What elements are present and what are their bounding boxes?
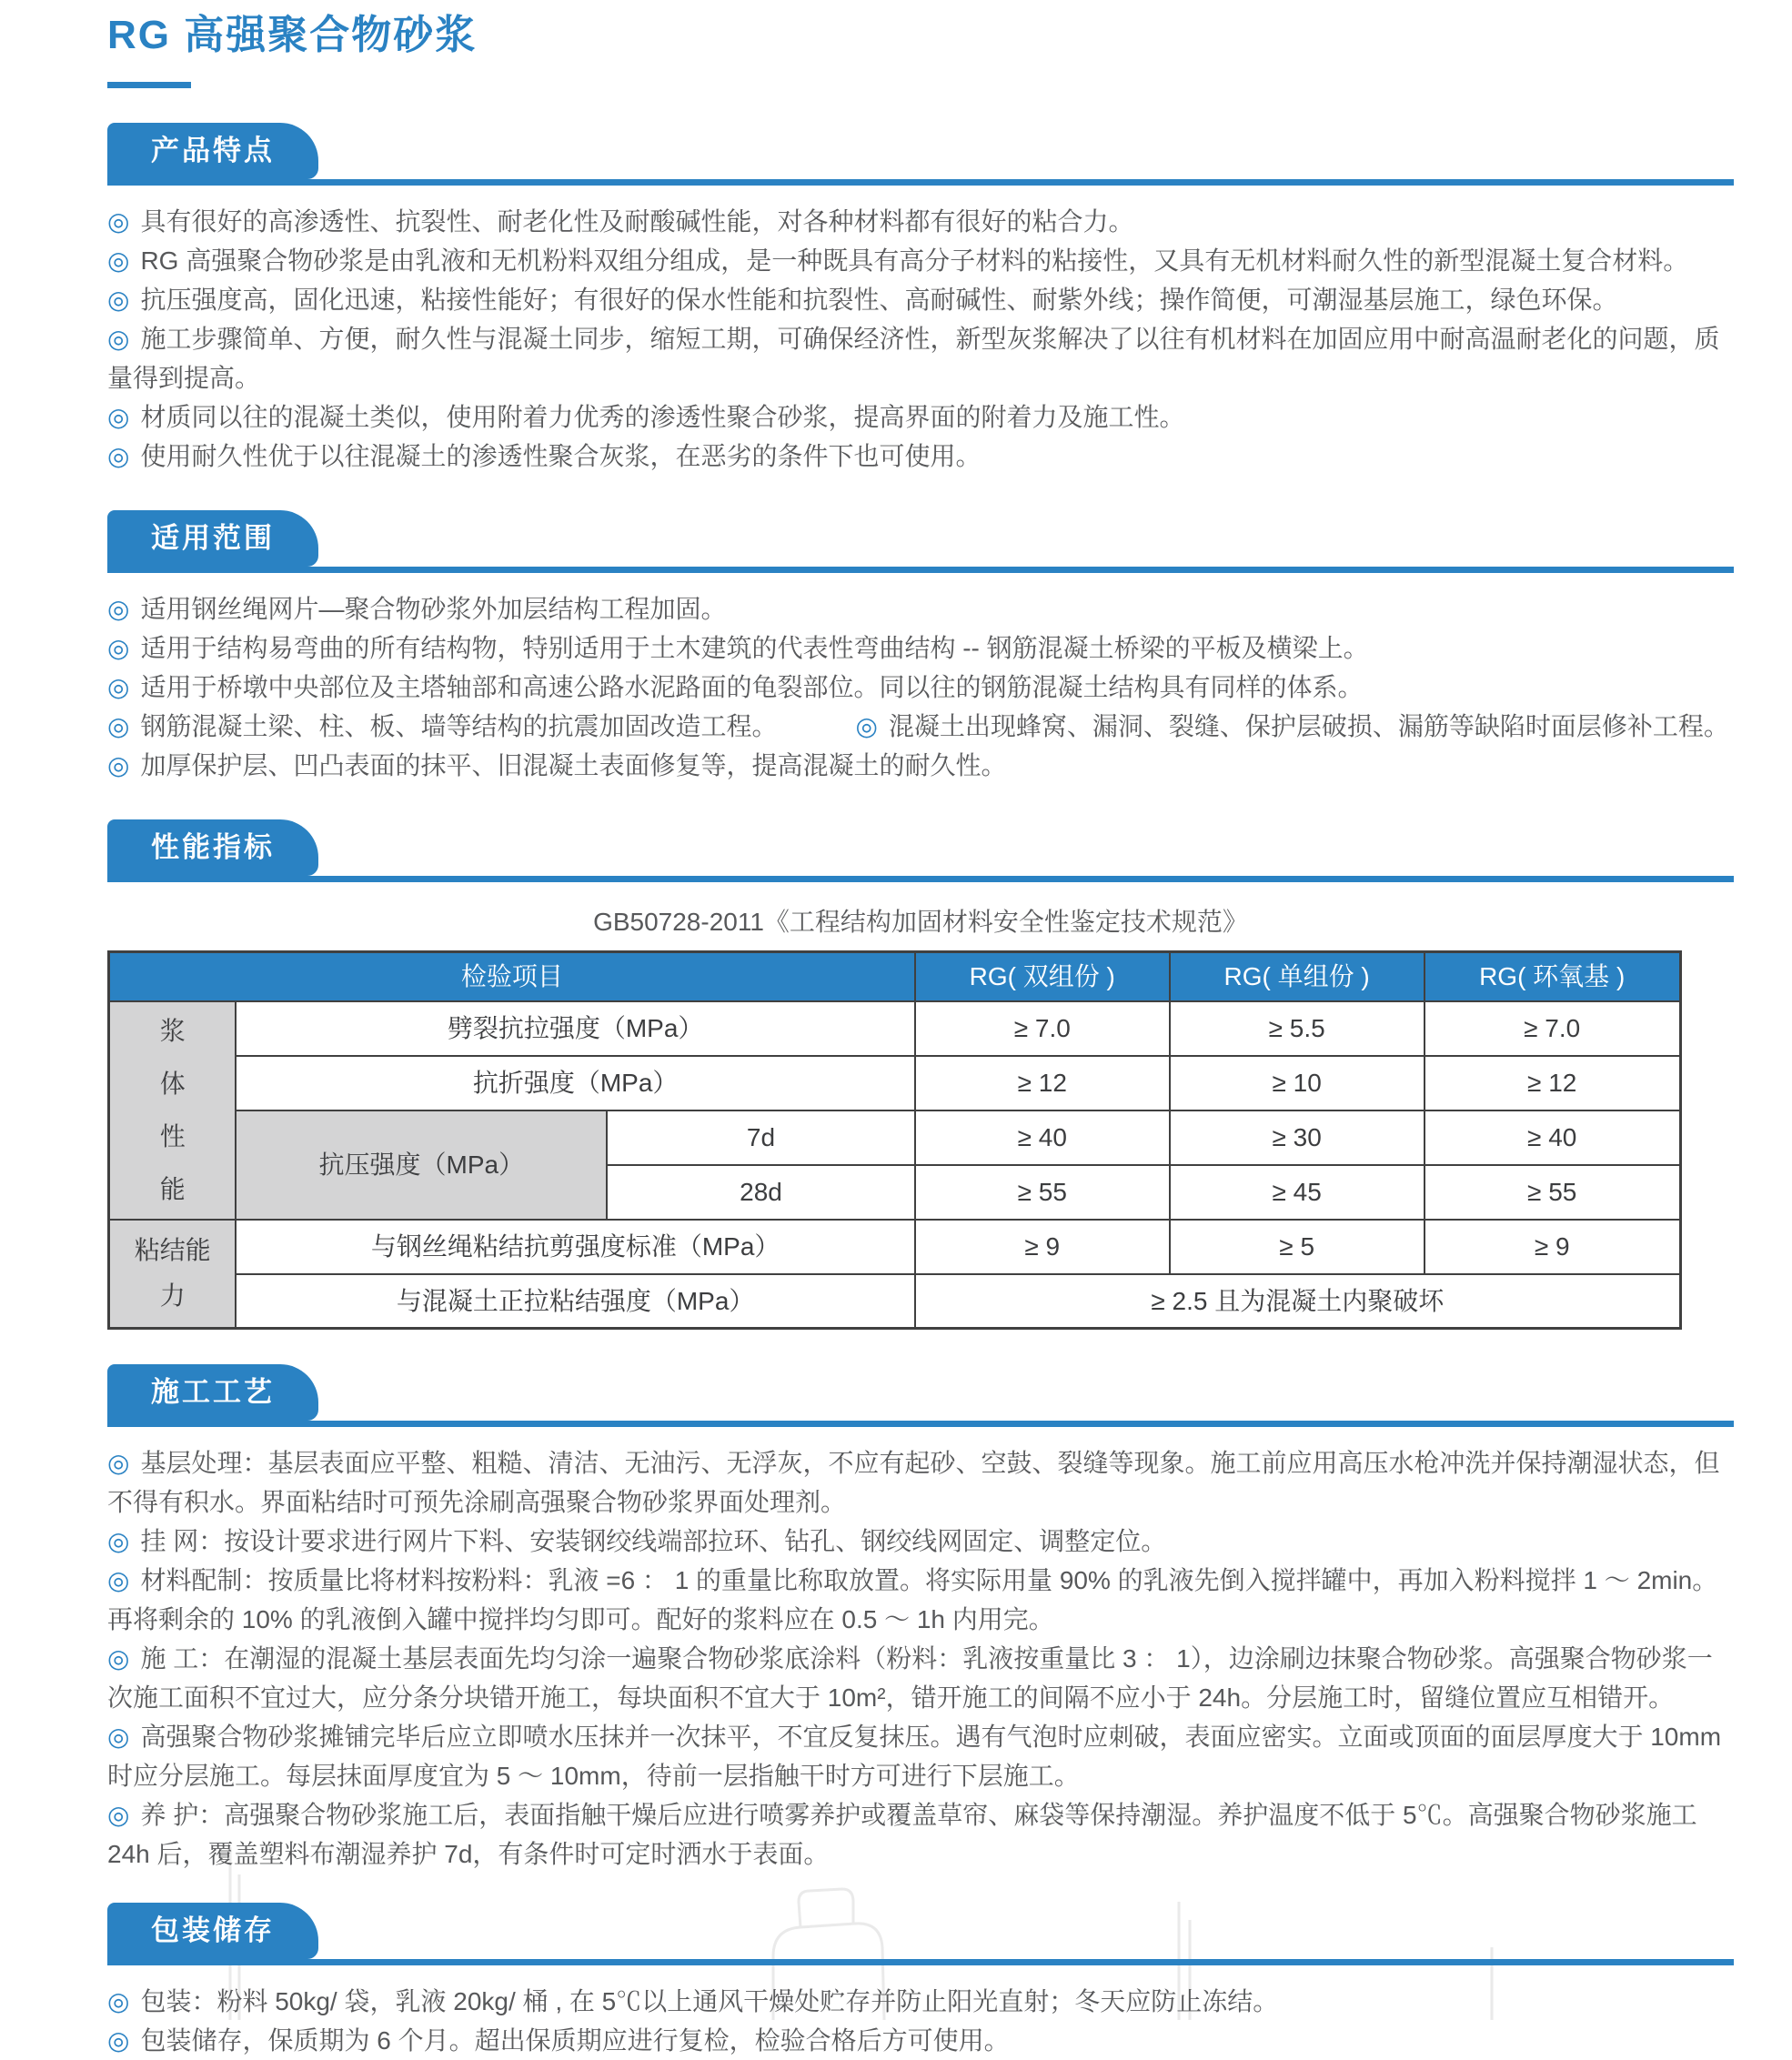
packaging-body [107, 1965, 1734, 2060]
list-item [107, 280, 1734, 319]
bullet-icon: ◎ [107, 1527, 130, 1555]
section-header-rule [107, 819, 1734, 882]
table-cell: ≥ 40 [915, 1110, 1170, 1165]
page-title: RG 高强聚合物砂浆 [107, 13, 478, 57]
list-item [107, 1639, 1734, 1717]
section-heading-process: 施工工艺 [107, 1364, 318, 1421]
list-item-text: 混凝土出现蜂窝、漏洞、裂缝、保护层破损、漏筋等缺陷时面层修补工程。 [888, 712, 1729, 740]
list-item-text: 使用耐久性优于以往混凝土的渗透性聚合灰浆，在恶劣的条件下也可使用。 [140, 442, 982, 470]
list-item [107, 1795, 1734, 1874]
list-item [107, 707, 777, 746]
table-cell: 抗折强度（MPa） [236, 1056, 914, 1110]
bullet-icon: ◎ [107, 403, 130, 431]
table-row [109, 1110, 1681, 1165]
bullet-icon: ◎ [107, 1723, 130, 1751]
list-item [107, 1561, 1734, 1639]
column-header: RG( 环氧基 ) [1425, 952, 1681, 1001]
list-item-text: 加厚保护层、凹凸表面的抹平、旧混凝土表面修复等，提高混凝土的耐久性。 [140, 751, 1007, 779]
table-row [109, 1274, 1681, 1329]
table-cell: ≥ 40 [1425, 1110, 1681, 1165]
list-item-text: 施工步骤简单、方便，耐久性与混凝土同步，缩短工期，可确保经济性，新型灰浆解决了以往有机材料在加固应用中耐高温耐老化的问题，质量得到提高。 [107, 325, 1720, 392]
column-header: RG( 双组份 ) [915, 952, 1170, 1001]
process-body [107, 1427, 1734, 1874]
table-cell: ≥ 9 [915, 1220, 1170, 1274]
bullet-icon: ◎ [855, 712, 878, 740]
table-header-row [109, 952, 1681, 1001]
table-cell: ≥ 5 [1170, 1220, 1425, 1274]
list-item-text: 适用钢丝绳网片—聚合物砂浆外加层结构工程加固。 [140, 595, 727, 623]
bullet-icon: ◎ [107, 595, 130, 623]
table-cell: ≥ 12 [915, 1056, 1170, 1110]
list-item [107, 746, 1734, 785]
bullet-icon: ◎ [107, 1566, 130, 1594]
bullet-icon: ◎ [107, 2026, 130, 2055]
bullet-icon: ◎ [107, 207, 130, 236]
list-item-text: 施 工：在潮湿的混凝土基层表面先均匀涂一遍聚合物砂浆底涂料（粉料：乳液按重量比 3 ： 1），边涂刷边抹聚合物砂浆。高强聚合物砂浆一次施工面积不宜过大，应分条分块错开施工，每块面积不宜大于 10m²，错开施工的间隔不应小于 24h。分层施工时，留缝位置应互相错开。 [107, 1644, 1713, 1712]
section-heading-scope: 适用范围 [107, 510, 318, 567]
bullet-icon: ◎ [107, 751, 130, 779]
section-header-rule [107, 1903, 1734, 1965]
table-cell: 7d [607, 1110, 915, 1165]
list-item [107, 1443, 1734, 1522]
table-cell: 28d [607, 1165, 915, 1220]
list-item-text: 材质同以往的混凝土类似，使用附着力优秀的渗透性聚合砂浆，提高界面的附着力及施工性。 [140, 403, 1185, 431]
list-item [107, 202, 1734, 241]
bullet-icon: ◎ [107, 1801, 130, 1829]
table-cell: 劈裂抗拉强度（MPa） [236, 1001, 914, 1056]
bullet-icon: ◎ [107, 673, 130, 701]
table-cell: ≥ 5.5 [1170, 1001, 1425, 1056]
section-features [107, 123, 1734, 476]
table-row [109, 1056, 1681, 1110]
section-process [107, 1364, 1734, 1874]
table-cell: ≥ 12 [1425, 1056, 1681, 1110]
section-heading-features: 产品特点 [107, 123, 318, 179]
section-header-rule [107, 123, 1734, 186]
table-cell: 与钢丝绳粘结抗剪强度标准（MPa） [236, 1220, 914, 1274]
column-header: RG( 单组份 ) [1170, 952, 1425, 1001]
list-item [107, 668, 1734, 707]
list-item-text: 高强聚合物砂浆摊铺完毕后应立即喷水压抹并一次抹平，不宜反复抹压。遇有气泡时应刺破，表面应密实。立面或顶面的面层厚度大于 10mm 时应分层施工。每层抹面厚度宜为 5 ～ 10mm，待前一层指触干时方可进行下层施工。 [107, 1723, 1722, 1790]
list-item [107, 1982, 1734, 2021]
list-item [107, 241, 1734, 280]
title-underline [107, 82, 191, 88]
table-cell: ≥ 2.5 且为混凝土内聚破坏 [915, 1274, 1680, 1329]
bullet-icon: ◎ [107, 1987, 130, 2015]
dual-bullet-row [107, 707, 1734, 746]
list-item-text: 基层处理：基层表面应平整、粗糙、清洁、无油污、无浮灰，不应有起砂、空鼓、裂缝等现象。施工前应用高压水枪冲洗并保持潮湿状态，但不得有积水。界面粘结时可预先涂刷高强聚合物砂浆界面处理剂。 [107, 1449, 1720, 1516]
list-item [107, 628, 1734, 668]
bullet-icon: ◎ [107, 325, 130, 353]
scope-body [107, 573, 1734, 785]
table-cell: ≥ 55 [1425, 1165, 1681, 1220]
list-item-text: 抗压强度高，固化迅速，粘接性能好；有很好的保水性能和抗裂性、高耐碱性、耐紫外线；操作简便，可潮湿基层施工，绿色环保。 [140, 286, 1618, 314]
section-heading-performance: 性能指标 [107, 819, 318, 876]
table-cell: ≥ 7.0 [915, 1001, 1170, 1056]
list-item-text: 适用于桥墩中央部位及主塔轴部和高速公路水泥路面的龟裂部位。同以往的钢筋混凝土结构具有同样的体系。 [140, 673, 1364, 701]
list-item [107, 397, 1734, 437]
bullet-icon: ◎ [107, 442, 130, 470]
section-packaging [107, 1903, 1734, 2060]
section-heading-packaging: 包装储存 [107, 1903, 318, 1959]
list-item-text: 材料配制：按质量比将材料按粉料：乳液 =6 ： 1 的重量比称取放置。将实际用量 90% 的乳液先倒入搅拌罐中，再加入粉料搅拌 1 ～ 2min。再将剩余的 10% 的乳液倒入罐中搅拌均匀即可。配好的浆料应在 0.5 ～ 1h 内用完。 [107, 1566, 1718, 1633]
list-item-text: 适用于结构易弯曲的所有结构物，特别适用于土木建筑的代表性弯曲结构 -- 钢筋混凝土桥梁的平板及横梁上。 [140, 634, 1369, 662]
table-row [109, 1220, 1681, 1274]
row-group-label: 浆体性能 [109, 1001, 237, 1220]
bullet-icon: ◎ [107, 246, 130, 275]
section-performance [107, 819, 1734, 1330]
bullet-icon: ◎ [107, 1449, 130, 1477]
table-cell: ≥ 10 [1170, 1056, 1425, 1110]
section-scope [107, 510, 1734, 785]
standard-title: GB50728-2011《工程结构加固材料安全性鉴定技术规范》 [593, 908, 1248, 936]
list-item-text: 钢筋混凝土梁、柱、板、墙等结构的抗震加固改造工程。 [140, 712, 778, 740]
list-item [107, 1717, 1734, 1795]
row-group-label: 粘结能力 [109, 1220, 237, 1329]
list-item-text: 养 护：高强聚合物砂浆施工后，表面指触干燥后应进行喷雾养护或覆盖草帘、麻袋等保持潮湿。养护温度不低于 5℃。高强聚合物砂浆施工 24h 后，覆盖塑料布潮湿养护 7d，有条件时可定时洒水于表面。 [107, 1801, 1697, 1868]
list-item-text: 包装储存，保质期为 6 个月。超出保质期应进行复检，检验合格后方可使用。 [140, 2026, 1010, 2055]
table-cell: ≥ 7.0 [1425, 1001, 1681, 1056]
list-item-text: 挂 网：按设计要求进行网片下料、安装钢绞线端部拉环、钻孔、钢绞线网固定、调整定位。 [140, 1527, 1167, 1555]
list-item [107, 1522, 1734, 1561]
performance-table [107, 950, 1682, 1330]
list-item [107, 319, 1734, 397]
list-item [107, 589, 1734, 628]
section-header-rule [107, 510, 1734, 573]
table-cell: ≥ 45 [1170, 1165, 1425, 1220]
list-item-text: 具有很好的高渗透性、抗裂性、耐老化性及耐酸碱性能，对各种材料都有很好的粘合力。 [140, 207, 1134, 236]
table-cell: 与混凝土正拉粘结强度（MPa） [236, 1274, 914, 1329]
table-cell: ≥ 55 [915, 1165, 1170, 1220]
table-cell: ≥ 9 [1425, 1220, 1681, 1274]
list-item [107, 437, 1734, 476]
list-item [855, 707, 1728, 746]
list-item [107, 2021, 1734, 2060]
bullet-icon: ◎ [107, 634, 130, 662]
performance-body [107, 882, 1734, 1330]
column-header: 检验项目 [109, 952, 915, 1001]
bullet-icon: ◎ [107, 712, 130, 740]
table-cell: ≥ 30 [1170, 1110, 1425, 1165]
table-row [109, 1001, 1681, 1056]
bullet-icon: ◎ [107, 286, 130, 314]
features-body [107, 186, 1734, 476]
list-item-text: RG 高强聚合物砂浆是由乳液和无机粉料双组分组成，是一种既具有高分子材料的粘接性，又具有无机材料耐久性的新型混凝土复合材料。 [140, 246, 1689, 275]
bullet-icon: ◎ [107, 1644, 130, 1673]
list-item-text: 包装：粉料 50kg/ 袋，乳液 20kg/ 桶 , 在 5℃以上通风干燥处贮存并防止阳光直射；冬天应防止冻结。 [140, 1987, 1279, 2015]
section-header-rule [107, 1364, 1734, 1427]
table-cell: 抗压强度（MPa） [236, 1110, 607, 1220]
